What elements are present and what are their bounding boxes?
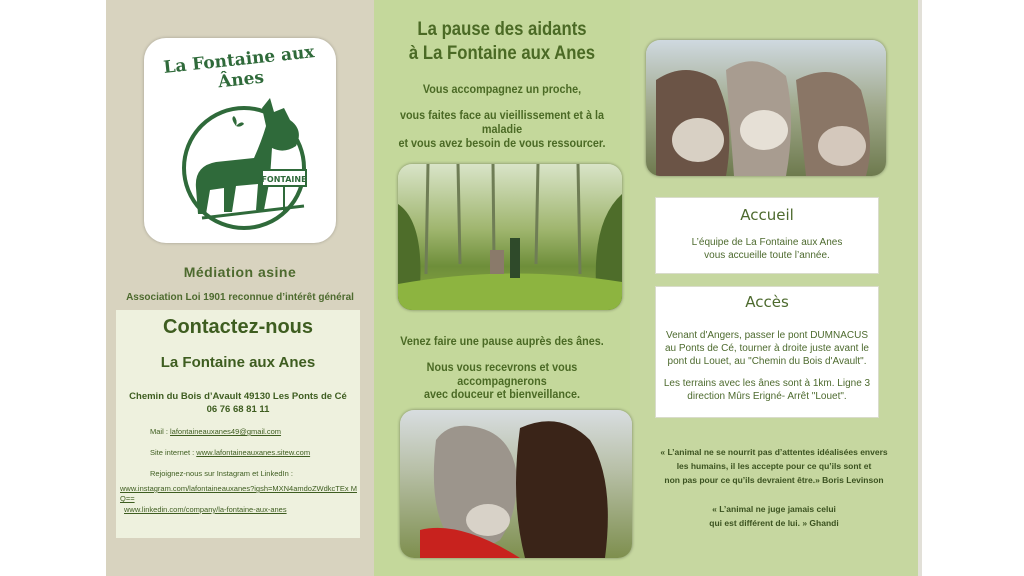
acces-line-1: Venant d'Angers, passer le pont DUMNACUS — [665, 330, 868, 341]
contact-name: La Fontaine aux Anes — [160, 354, 316, 371]
acces-line-4: Les terrains avec les ânes sont à 1km. Ligne 3 — [663, 378, 871, 389]
accueil-line-1: L’équipe de La Fontaine aux Anes — [691, 237, 843, 248]
acces-line-3: pont du Louet, au "Chemin du Bois d'Avault". — [667, 356, 867, 367]
accueil-title: Accueil — [740, 206, 794, 224]
quote2-line-2: qui est différent de lui. » Ghandi — [709, 518, 839, 528]
page-edge — [918, 0, 922, 576]
mail-label: Mail : — [150, 427, 171, 436]
association-line: Association Loi 1901 reconnue d’intérêt général — [126, 292, 354, 303]
phone-line: 06 76 68 81 11 — [206, 404, 270, 415]
logo — [144, 38, 336, 243]
linkedin-link[interactable]: www.linkedin.com/company/la-fontaine-aux-anes — [124, 505, 287, 514]
main-title — [389, 18, 614, 66]
social-label: Rejoignez-nous sur Instagram et LinkedIn : — [150, 469, 293, 478]
donkey-hug-photo — [400, 410, 632, 558]
quote2-line-1: « L’animal ne juge jamais celui — [712, 504, 836, 514]
invite-line-3: avec douceur et bienveillance. — [423, 387, 581, 401]
donkeys-photo — [646, 40, 886, 176]
mail-row — [150, 427, 281, 436]
site-label: Site internet : — [150, 448, 197, 457]
quote-ghandi — [630, 502, 918, 530]
quote1-line-1: « L’animal ne se nourrit pas d’attentes idéalisées envers — [660, 447, 888, 457]
acces-box — [655, 286, 879, 418]
intro-line-3: et vous avez besoin de vous ressourcer. — [398, 136, 606, 150]
quote-levinson — [630, 445, 918, 487]
accueil-text — [656, 236, 878, 262]
contact-box — [116, 310, 360, 538]
forest-walk-photo — [398, 164, 622, 310]
intro-line-1: Vous accompagnez un proche, — [422, 82, 582, 96]
logo-sign-text: FONTAINE — [261, 175, 307, 184]
site-link[interactable]: www.lafontaineauxanes.sitew.com — [196, 448, 311, 457]
contact-title: Contactez-nous — [163, 316, 313, 338]
acces-line-2: au Ponts de Cé, tourner à droite juste avant le — [664, 343, 869, 354]
acces-title: Accès — [745, 293, 789, 311]
donkey-logo-icon — [144, 38, 336, 243]
acces-text — [656, 329, 878, 403]
mail-link[interactable]: lafontaineauxanes49@gmail.com — [170, 427, 282, 436]
accueil-line-2: vous accueille toute l’année. — [704, 250, 830, 261]
acces-line-5: direction Mûrs Erigné- Arrêt "Louet". — [687, 391, 847, 402]
mediation-heading: Médiation asine — [183, 264, 297, 280]
intro-line-2: vous faites face au vieillissement et à la maladie — [399, 108, 605, 136]
quote1-line-2: les humains, il les accepte pour ce qu’ils sont et — [676, 461, 872, 471]
quote1-line-3: non pas pour ce qu’ils devraient être.» Boris Levinson — [664, 475, 884, 485]
contact-address — [116, 390, 360, 416]
invite-line-2: Nous vous recevrons et vous accompagnerons — [426, 360, 578, 388]
accueil-box — [655, 197, 879, 274]
site-row — [150, 448, 310, 457]
instagram-link[interactable]: www.instagram.com/lafontaineauxanes?igsh=MXN4amdoZWdkcTEx MQ== — [120, 484, 357, 503]
logo-text: La Fontaine aux Ânes — [162, 42, 316, 93]
title-line-1: La pause des aidants — [417, 19, 587, 40]
address-line: Chemin du Bois d’Avault 49130 Les Ponts de Cé — [129, 391, 347, 402]
title-line-2: à La Fontaine aux Anes — [408, 43, 596, 64]
invite-line-1: Venez faire une pause auprès des ânes. — [400, 334, 604, 348]
